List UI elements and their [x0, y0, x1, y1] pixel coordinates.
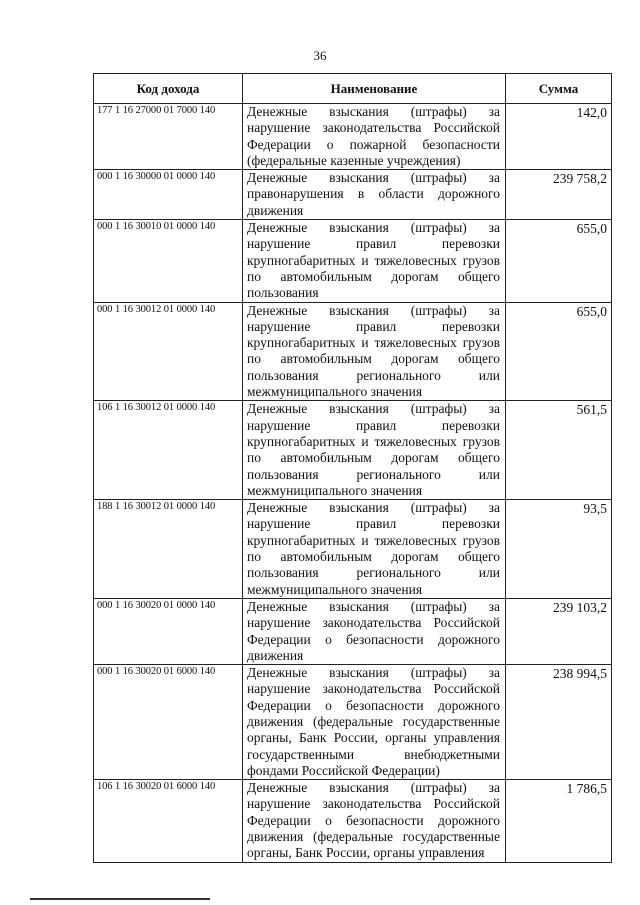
revenue-code-cell: 106 1 16 30012 01 0000 140 [94, 401, 243, 500]
revenue-name-cell [243, 780, 506, 862]
revenue-name-line: межмуниципального значения [247, 384, 423, 400]
revenue-name-line: Денежные взыскания (штрафы) за [247, 401, 500, 417]
revenue-name-line: нарушение законодательства Российской [247, 681, 500, 697]
revenue-amount-cell: 239 103,2 [506, 598, 612, 664]
revenue-code-cell: 000 1 16 30010 01 0000 140 [94, 220, 243, 302]
table-row [94, 220, 612, 302]
revenue-name-cell [243, 598, 506, 664]
page-number: 36 [313, 48, 327, 63]
revenue-name-line: государственными внебюджетными [247, 746, 500, 762]
revenue-amount-cell: 561,5 [506, 401, 612, 500]
revenue-name-line: пользования регионального или [247, 367, 500, 383]
revenue-name-line: по автомобильным дорогам общего [247, 549, 500, 565]
revenue-name-line: Федерации о пожарной безопасности [247, 136, 500, 152]
revenue-name-line: Федерации о безопасности дорожного [247, 697, 500, 713]
revenue-name-cell [243, 401, 506, 500]
revenue-code-cell: 000 1 16 30020 01 0000 140 [94, 598, 243, 664]
table-body [94, 104, 612, 863]
table-row [94, 780, 612, 862]
revenue-name-cell [243, 104, 506, 170]
revenue-name-line: Денежные взыскания (штрафы) за [247, 598, 500, 614]
revenue-table [93, 73, 612, 863]
table-row [94, 500, 612, 599]
revenue-name-line: Федерации о безопасности дорожного [247, 812, 500, 828]
revenue-name-line: межмуниципального значения [247, 581, 423, 597]
revenue-name-cell [243, 665, 506, 780]
revenue-code-cell: 177 1 16 27000 01 7000 140 [94, 104, 243, 170]
revenue-amount-cell: 238 994,5 [506, 665, 612, 780]
revenue-name-line: нарушение правил перевозки [247, 318, 500, 334]
revenue-name-line: межмуниципального значения [247, 482, 423, 498]
revenue-name-line: крупногабаритных и тяжеловесных грузов [247, 433, 500, 449]
revenue-name-line: нарушение правил перевозки [247, 417, 500, 433]
revenue-name-line: нарушение правил перевозки [247, 516, 500, 532]
revenue-name-cell [243, 500, 506, 599]
revenue-name-line: по автомобильным дорогам общего [247, 351, 500, 367]
header-amount: Сумма [506, 74, 612, 104]
revenue-name-line: Денежные взыскания (штрафы) за [247, 104, 500, 119]
table-row [94, 104, 612, 170]
revenue-name-line: органы, Банк России, органы управления [247, 845, 485, 861]
revenue-name-line: Денежные взыскания (штрафы) за [247, 220, 500, 236]
table-row [94, 302, 612, 401]
revenue-amount-cell: 142,0 [506, 104, 612, 170]
revenue-amount-cell: 655,0 [506, 220, 612, 302]
revenue-name-line: крупногабаритных и тяжеловесных грузов [247, 252, 500, 268]
revenue-name-line: пользования регионального или [247, 565, 500, 581]
table-row [94, 598, 612, 664]
revenue-name-line: движения (федеральные государственные [247, 713, 500, 729]
revenue-name-line: нарушение законодательства Российской [247, 615, 500, 631]
revenue-code-cell: 188 1 16 30012 01 0000 140 [94, 500, 243, 599]
revenue-name-line: нарушение законодательства Российской [247, 796, 500, 812]
revenue-name-line: по автомобильным дорогам общего [247, 268, 500, 284]
revenue-code-cell: 106 1 16 30020 01 6000 140 [94, 780, 243, 862]
revenue-name-line: пользования [247, 285, 319, 301]
scan-edge-mark [30, 898, 210, 900]
revenue-name-line: (федеральные казенные учреждения) [247, 152, 461, 168]
revenue-name-line: Денежные взыскания (штрафы) за [247, 780, 500, 796]
revenue-name-line: движения [247, 202, 304, 218]
header-name: Наименование [243, 74, 506, 104]
revenue-name-line: крупногабаритных и тяжеловесных грузов [247, 335, 500, 351]
table-row [94, 401, 612, 500]
revenue-code-cell: 000 1 16 30012 01 0000 140 [94, 302, 243, 401]
revenue-name-line: Федерации о безопасности дорожного [247, 631, 500, 647]
revenue-name-line: правонарушения в области дорожного [247, 186, 500, 202]
revenue-name-line: фондами Российской Федерации) [247, 762, 440, 778]
revenue-name-line: пользования регионального или [247, 466, 500, 482]
header-code: Код дохода [94, 74, 243, 104]
revenue-name-line: нарушение законодательства Российской [247, 120, 500, 136]
revenue-name-line: по автомобильным дорогам общего [247, 450, 500, 466]
table-header-row [94, 74, 612, 104]
table-row [94, 170, 612, 220]
revenue-code-cell: 000 1 16 30020 01 6000 140 [94, 665, 243, 780]
revenue-name-line: Денежные взыскания (штрафы) за [247, 665, 500, 681]
revenue-name-line: Денежные взыскания (штрафы) за [247, 170, 500, 186]
revenue-amount-cell: 93,5 [506, 500, 612, 599]
revenue-name-line: Денежные взыскания (штрафы) за [247, 500, 500, 516]
table-row [94, 665, 612, 780]
revenue-name-line: движения [247, 647, 304, 663]
revenue-name-cell [243, 220, 506, 302]
revenue-name-line: движения (федеральные государственные [247, 829, 500, 845]
revenue-amount-cell: 655,0 [506, 302, 612, 401]
revenue-name-line: нарушение правил перевозки [247, 236, 500, 252]
revenue-name-line: Денежные взыскания (штрафы) за [247, 302, 500, 318]
revenue-amount-cell: 239 758,2 [506, 170, 612, 220]
revenue-amount-cell: 1 786,5 [506, 780, 612, 862]
revenue-name-line: крупногабаритных и тяжеловесных грузов [247, 532, 500, 548]
revenue-code-cell: 000 1 16 30000 01 0000 140 [94, 170, 243, 220]
revenue-name-cell [243, 302, 506, 401]
revenue-name-line: органы, Банк России, органы управления [247, 730, 500, 746]
revenue-name-cell [243, 170, 506, 220]
